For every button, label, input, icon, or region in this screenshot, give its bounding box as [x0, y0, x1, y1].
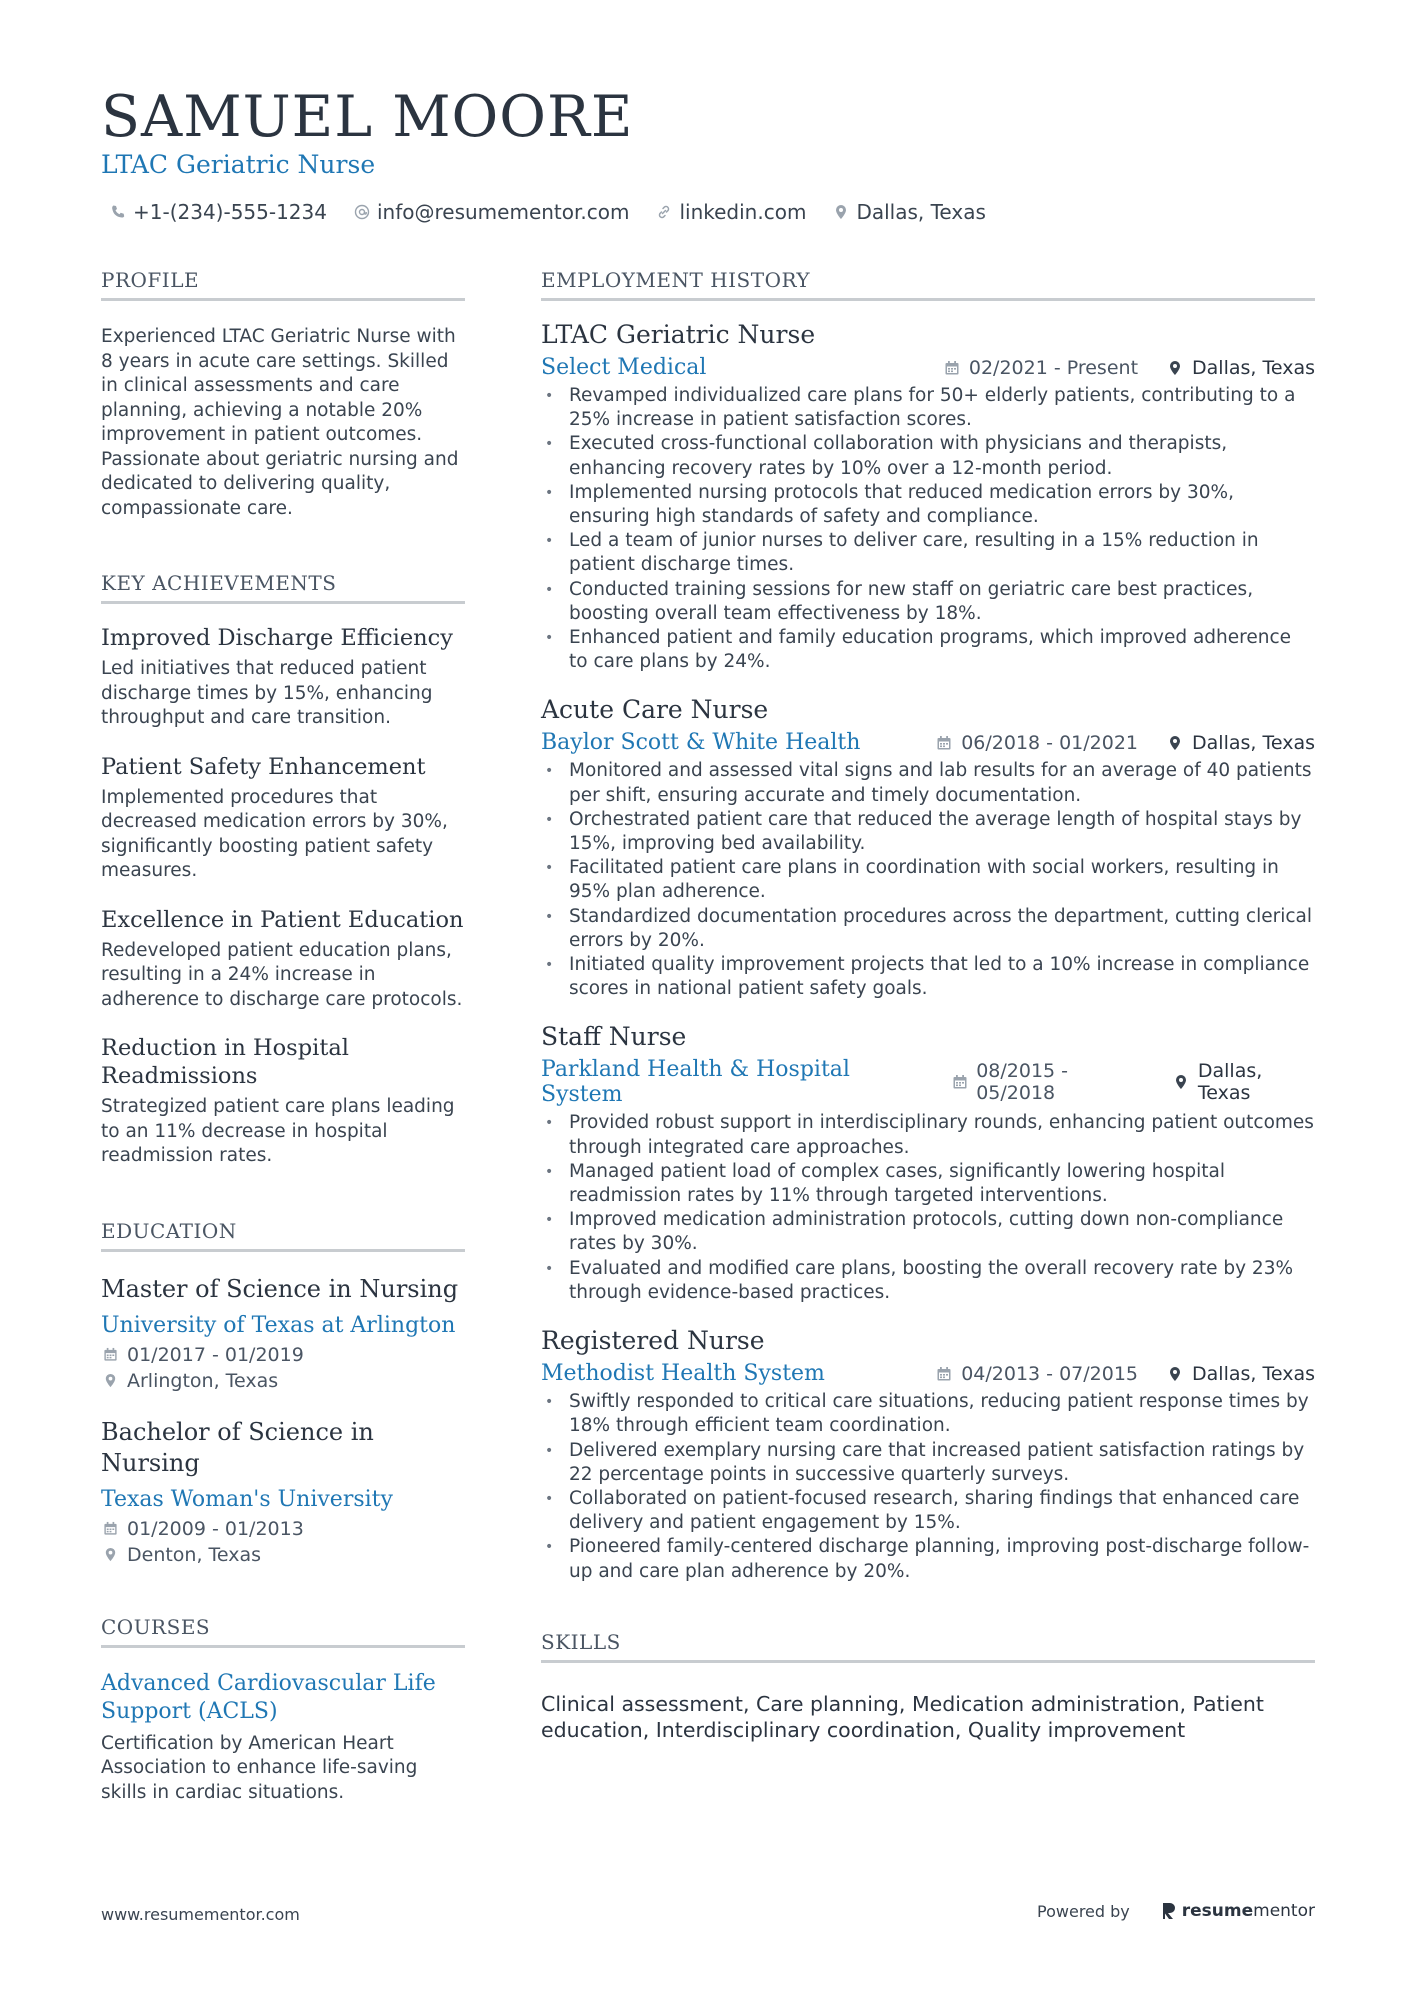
- brand-light-text: mentor: [1253, 1901, 1315, 1921]
- job-title: Staff Nurse: [541, 1022, 687, 1052]
- job-dates-text: 08/2015 - 05/2018: [976, 1060, 1069, 1105]
- education-school: University of Texas at Arlington: [101, 1312, 456, 1338]
- job-dates-text: 04/2013 - 07/2015: [961, 1362, 1139, 1385]
- job-bullet: • Revamped individualized care plans for 50+ elderly patients, contributing to a 25% increase in patient satisfaction scores.: [541, 384, 1315, 432]
- job-bullet: • Improved medication administration protocols, cutting down non-compliance rates by 30%.: [541, 1208, 1315, 1256]
- job-dates-text: 02/2021 - Present: [968, 356, 1139, 379]
- location-icon: [1166, 734, 1184, 752]
- job-meta: [915, 357, 1315, 379]
- job-meta: [907, 1363, 1315, 1385]
- contact-location: [832, 200, 985, 224]
- location-icon: [832, 203, 850, 221]
- job-bullets: [541, 1111, 1315, 1305]
- job-bullet: • Orchestrated patient care that reduced the average length of hospital stays by 15%, improving bed availability.: [541, 808, 1315, 856]
- job-entry: [541, 694, 1315, 1001]
- job-location-text: Dallas, Texas: [1192, 356, 1315, 379]
- achievement-item: [101, 753, 465, 884]
- location-icon: [1166, 1365, 1184, 1383]
- achievement-text: Strategized patient care plans leading to an 11% decrease in hospital readmission rates.: [101, 1096, 455, 1166]
- resumementor-logo-icon: [1160, 1901, 1178, 1921]
- contact-linkedin-text: linkedin.com: [679, 200, 807, 224]
- courses-section: [101, 1615, 465, 1806]
- contact-phone-text: +1-(234)-555-1234: [133, 200, 327, 224]
- job-bullet: • Conducted training sessions for new staff on geriatric care best practices, boosting overall team effectiveness by 18%.: [541, 578, 1315, 626]
- location-icon: [101, 1372, 119, 1390]
- profile-heading: PROFILE: [101, 268, 465, 301]
- job-title: LTAC Geriatric Nurse: [541, 320, 816, 349]
- job-entry: [541, 319, 1315, 674]
- job-bullet: • Delivered exemplary nursing care that increased patient satisfaction ratings by 22 percentage points in successive quarterly surveys.: [541, 1439, 1315, 1487]
- job-company: Baylor Scott & White Health: [541, 730, 861, 756]
- education-location: [101, 1543, 465, 1567]
- achievement-title: Reduction in Hospital Readmissions: [101, 1035, 349, 1089]
- right-column: [541, 268, 1315, 1743]
- calendar-icon: [943, 359, 961, 377]
- job-title: Acute Care Nurse: [541, 695, 769, 725]
- education-location-text: Arlington, Texas: [127, 1369, 279, 1392]
- job-bullet: • Facilitated patient care plans in coordination with social workers, resulting in 95% plan adherence.: [541, 856, 1315, 904]
- achievement-text: Implemented procedures that decreased medication errors by 30%, significantly boosting patient safety measures.: [101, 786, 448, 881]
- profile-section: [101, 268, 465, 521]
- education-school: Texas Woman's University: [101, 1486, 393, 1512]
- job-bullet: • Managed patient load of complex cases, significantly lowering hospital readmission rates by 11% through targeted interventions.: [541, 1160, 1315, 1208]
- education-dates: [101, 1343, 465, 1367]
- contact-linkedin[interactable]: [655, 200, 806, 224]
- job-dates-text: 06/2018 - 01/2021: [961, 731, 1139, 754]
- job-bullet: • Executed cross-functional collaboration with physicians and therapists, enhancing recovery rates by 10% over a 12-month period.: [541, 432, 1315, 480]
- education-dates: [101, 1517, 465, 1541]
- job-entry: [541, 1325, 1315, 1584]
- job-bullet: • Evaluated and modified care plans, boosting the overall recovery rate by 23% through evidence-based practices.: [541, 1257, 1315, 1305]
- calendar-icon: [101, 1346, 119, 1364]
- job-dates: [951, 1060, 1145, 1104]
- education-section: [101, 1219, 465, 1567]
- job-location: [1166, 357, 1315, 379]
- job-location: [1173, 1060, 1315, 1104]
- job-info-row: [541, 730, 1315, 755]
- education-dates-text: 01/2009 - 01/2013: [127, 1517, 304, 1540]
- job-bullet: • Provided robust support in interdisciplinary rounds, enhancing patient outcomes through integrated care approaches.: [541, 1111, 1315, 1159]
- brand-bold-text: resume: [1181, 1901, 1254, 1921]
- brand-logo[interactable]: [1160, 1901, 1315, 1921]
- job-location: [1166, 732, 1315, 754]
- contact-location-text: Dallas, Texas: [856, 200, 986, 224]
- job-bullet: • Led a team of junior nurses to deliver care, resulting in a 15% reduction in patient discharge times.: [541, 529, 1315, 577]
- contact-bar: [109, 200, 1012, 224]
- employment-heading: EMPLOYMENT HISTORY: [541, 268, 1315, 301]
- job-bullets: [541, 1390, 1315, 1584]
- education-dates-text: 01/2017 - 01/2019: [127, 1343, 304, 1366]
- education-degree: Master of Science in Nursing: [101, 1274, 459, 1303]
- job-meta: [907, 732, 1315, 754]
- calendar-icon: [935, 734, 953, 752]
- job-info-row: [541, 1057, 1315, 1107]
- powered-by-label: Powered by: [1037, 1901, 1130, 1921]
- education-item: [101, 1274, 465, 1393]
- footer-branding: [1037, 1901, 1315, 1921]
- calendar-icon: [951, 1073, 968, 1091]
- job-dates: [935, 732, 1138, 754]
- job-bullet: • Enhanced patient and family education programs, which improved adherence to care plans by 24%.: [541, 626, 1315, 674]
- job-company: Parkland Health & Hospital System: [541, 1057, 850, 1108]
- job-bullets: [541, 759, 1315, 1001]
- job-dates: [935, 1363, 1138, 1385]
- job-bullet: • Pioneered family-centered discharge planning, improving post-discharge follow-up and care plan adherence by 20%.: [541, 1535, 1315, 1583]
- course-title: Advanced Cardiovascular Life Support (ACLS): [101, 1670, 436, 1724]
- job-entry: [541, 1021, 1315, 1305]
- job-bullet: • Standardized documentation procedures across the department, cutting clerical errors by 20%.: [541, 905, 1315, 953]
- job-location-text: Dallas, Texas: [1192, 1362, 1315, 1385]
- achievements-section: [101, 571, 465, 1169]
- candidate-title: LTAC Geriatric Nurse: [101, 150, 376, 179]
- job-company: Methodist Health System: [541, 1361, 825, 1387]
- achievement-title: Excellence in Patient Education: [101, 906, 464, 933]
- job-info-row: [541, 355, 1315, 380]
- achievement-item: [101, 624, 465, 731]
- education-location-text: Denton, Texas: [127, 1543, 262, 1566]
- job-company: Select Medical: [541, 355, 707, 380]
- course-description: Certification by American Heart Association to enhance life-saving skills in cardiac situations.: [101, 1732, 418, 1803]
- location-icon: [1166, 359, 1184, 377]
- at-icon: [353, 203, 371, 221]
- skills-text: Clinical assessment, Care planning, Medication administration, Patient education, Interdisciplinary coordination, Quality improvement: [541, 1691, 1264, 1742]
- education-item: [101, 1417, 465, 1567]
- education-location: [101, 1369, 465, 1393]
- job-bullet: • Swiftly responded to critical care situations, reducing patient response times by 18% through efficient team coordination.: [541, 1390, 1315, 1438]
- contact-email-text: info@resumementor.com: [376, 200, 630, 224]
- calendar-icon: [101, 1520, 119, 1538]
- candidate-name: SAMUEL MOORE: [101, 84, 634, 150]
- job-bullet: • Initiated quality improvement projects that led to a 10% increase in compliance scores in national patient safety goals.: [541, 953, 1315, 1001]
- link-icon: [655, 203, 673, 221]
- calendar-icon: [935, 1365, 953, 1383]
- job-meta: [923, 1060, 1315, 1104]
- job-title: Registered Nurse: [541, 1326, 765, 1356]
- left-column: [101, 268, 465, 1805]
- achievement-item: [101, 906, 465, 1013]
- profile-text: Experienced LTAC Geriatric Nurse with 8 years in acute care settings. Skilled in clinical assessments and care planning, achieving a notable 20% improvement in patient outcomes. Passionate about geriatric nursing and dedicated to delivering quality, compassionate care.: [101, 326, 459, 519]
- job-bullet: • Collaborated on patient-focused research, sharing findings that enhanced care delivery and patient engagement by 15%.: [541, 1487, 1315, 1535]
- location-icon: [1173, 1073, 1190, 1091]
- achievements-heading: KEY ACHIEVEMENTS: [101, 571, 465, 604]
- footer-website[interactable]: www.resumementor.com: [101, 1905, 300, 1924]
- job-info-row: [541, 1361, 1315, 1386]
- education-degree: Bachelor of Science in Nursing: [101, 1417, 374, 1477]
- job-location-text: Dallas, Texas: [1192, 731, 1315, 754]
- job-bullet: • Monitored and assessed vital signs and lab results for an average of 40 patients per shift, ensuring accurate and timely documentation.: [541, 759, 1315, 807]
- achievement-text: Led initiatives that reduced patient discharge times by 15%, enhancing throughput and care transition.: [101, 658, 433, 728]
- phone-icon: [109, 203, 127, 221]
- contact-phone[interactable]: [109, 200, 327, 224]
- achievement-item: [101, 1034, 465, 1169]
- education-heading: EDUCATION: [101, 1219, 465, 1252]
- courses-heading: COURSES: [101, 1615, 465, 1648]
- job-bullet: • Implemented nursing protocols that reduced medication errors by 30%, ensuring high standards of safety and compliance.: [541, 481, 1315, 529]
- skills-heading: SKILLS: [541, 1630, 1315, 1663]
- achievement-text: Redeveloped patient education plans, resulting in a 24% increase in adherence to discharge care protocols.: [101, 939, 463, 1010]
- job-location-text: Dallas, Texas: [1197, 1060, 1263, 1105]
- job-bullets: [541, 384, 1315, 674]
- job-dates: [943, 357, 1138, 379]
- job-location: [1166, 1363, 1315, 1385]
- achievement-title: Improved Discharge Efficiency: [101, 625, 453, 651]
- employment-section: [541, 268, 1315, 1584]
- achievement-title: Patient Safety Enhancement: [101, 753, 426, 780]
- skills-section: [541, 1630, 1315, 1743]
- contact-email[interactable]: [353, 200, 629, 224]
- location-icon: [101, 1546, 119, 1564]
